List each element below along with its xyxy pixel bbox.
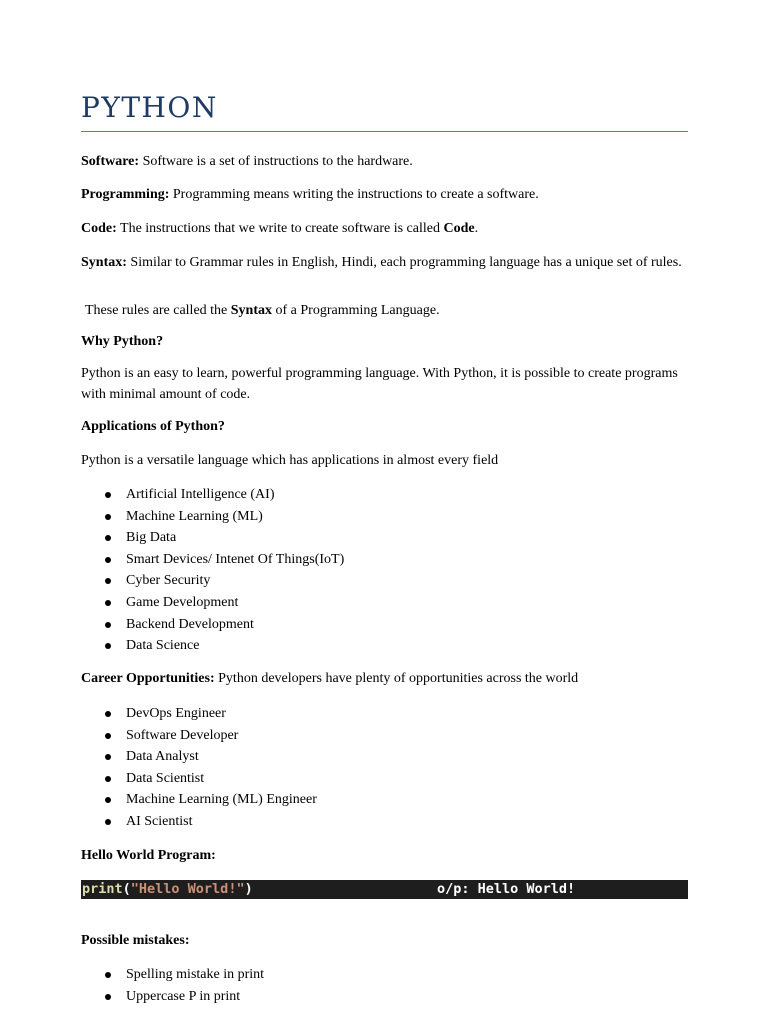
- career-paragraph: [81, 669, 688, 688]
- career-list: [81, 703, 317, 833]
- list-item: AI Scientist: [81, 811, 317, 833]
- programming-term: Programming:: [81, 187, 170, 202]
- list-item: Machine Learning (ML): [81, 506, 344, 528]
- page-title: PYTHON: [81, 91, 218, 124]
- career-text: Python developers have plenty of opportunities across the world: [214, 671, 579, 686]
- career-term: Career Opportunities:: [81, 671, 215, 686]
- code-definition: [81, 219, 688, 238]
- list-item: Backend Development: [81, 614, 344, 636]
- code-text-before: The instructions that we write to create software is called: [116, 221, 444, 236]
- list-item: Big Data: [81, 527, 344, 549]
- software-text: Software is a set of instructions to the hardware.: [139, 154, 413, 169]
- list-item: Data Science: [81, 635, 344, 657]
- list-item: Spelling mistake in print: [81, 964, 264, 986]
- code-emphasis: Code: [443, 221, 475, 236]
- list-item: Uppercase P in print: [81, 986, 264, 1008]
- list-item: Machine Learning (ML) Engineer: [81, 789, 317, 811]
- syntax-rules-after: of a Programming Language.: [272, 303, 440, 318]
- applications-list: [81, 484, 344, 657]
- list-item: Data Analyst: [81, 746, 317, 768]
- code-close-paren: ): [244, 881, 253, 897]
- syntax-text: Similar to Grammar rules in English, Hindi, each programming language has a unique set of rules.: [126, 255, 682, 270]
- why-python-heading-text: Why Python?: [81, 334, 164, 349]
- applications-heading: [81, 417, 688, 436]
- software-term: Software:: [81, 154, 140, 169]
- mistakes-list: [81, 964, 264, 1007]
- syntax-term: Syntax:: [81, 255, 127, 270]
- programming-definition: [81, 185, 688, 204]
- code-open-paren: (: [122, 881, 131, 897]
- code-text-after: .: [474, 221, 479, 236]
- syntax-rules-emphasis: Syntax: [230, 303, 272, 318]
- code-string: "Hello World!": [130, 881, 245, 897]
- code-block: [81, 880, 688, 899]
- why-python-heading: [81, 332, 688, 351]
- list-item: Cyber Security: [81, 570, 344, 592]
- syntax-rules-note: [85, 301, 688, 320]
- mistakes-heading: [81, 931, 688, 950]
- title-underline: [81, 131, 688, 132]
- code-function: print: [82, 881, 123, 897]
- programming-text: Programming means writing the instructions to create a software.: [169, 187, 539, 202]
- mistakes-heading-text: Possible mistakes:: [81, 933, 190, 948]
- list-item: Smart Devices/ Intenet Of Things(IoT): [81, 549, 344, 571]
- list-item: Software Developer: [81, 725, 317, 747]
- code-output: o/p: Hello World!: [437, 881, 576, 897]
- list-item: Data Scientist: [81, 768, 317, 790]
- software-definition: [81, 152, 688, 171]
- list-item: Artificial Intelligence (AI): [81, 484, 344, 506]
- applications-heading-text: Applications of Python?: [81, 419, 225, 434]
- syntax-definition: [81, 253, 688, 272]
- code-term: Code:: [81, 221, 117, 236]
- hello-world-heading: [81, 846, 688, 865]
- syntax-rules-before: These rules are called the: [85, 303, 231, 318]
- list-item: DevOps Engineer: [81, 703, 317, 725]
- list-item: Game Development: [81, 592, 344, 614]
- why-python-text: Python is an easy to learn, powerful programming language. With Python, it is possible to create programs with minimal amount of code.: [81, 366, 678, 402]
- applications-intro: Python is a versatile language which has applications in almost every field: [81, 453, 499, 468]
- hello-world-heading-text: Hello World Program:: [81, 848, 216, 863]
